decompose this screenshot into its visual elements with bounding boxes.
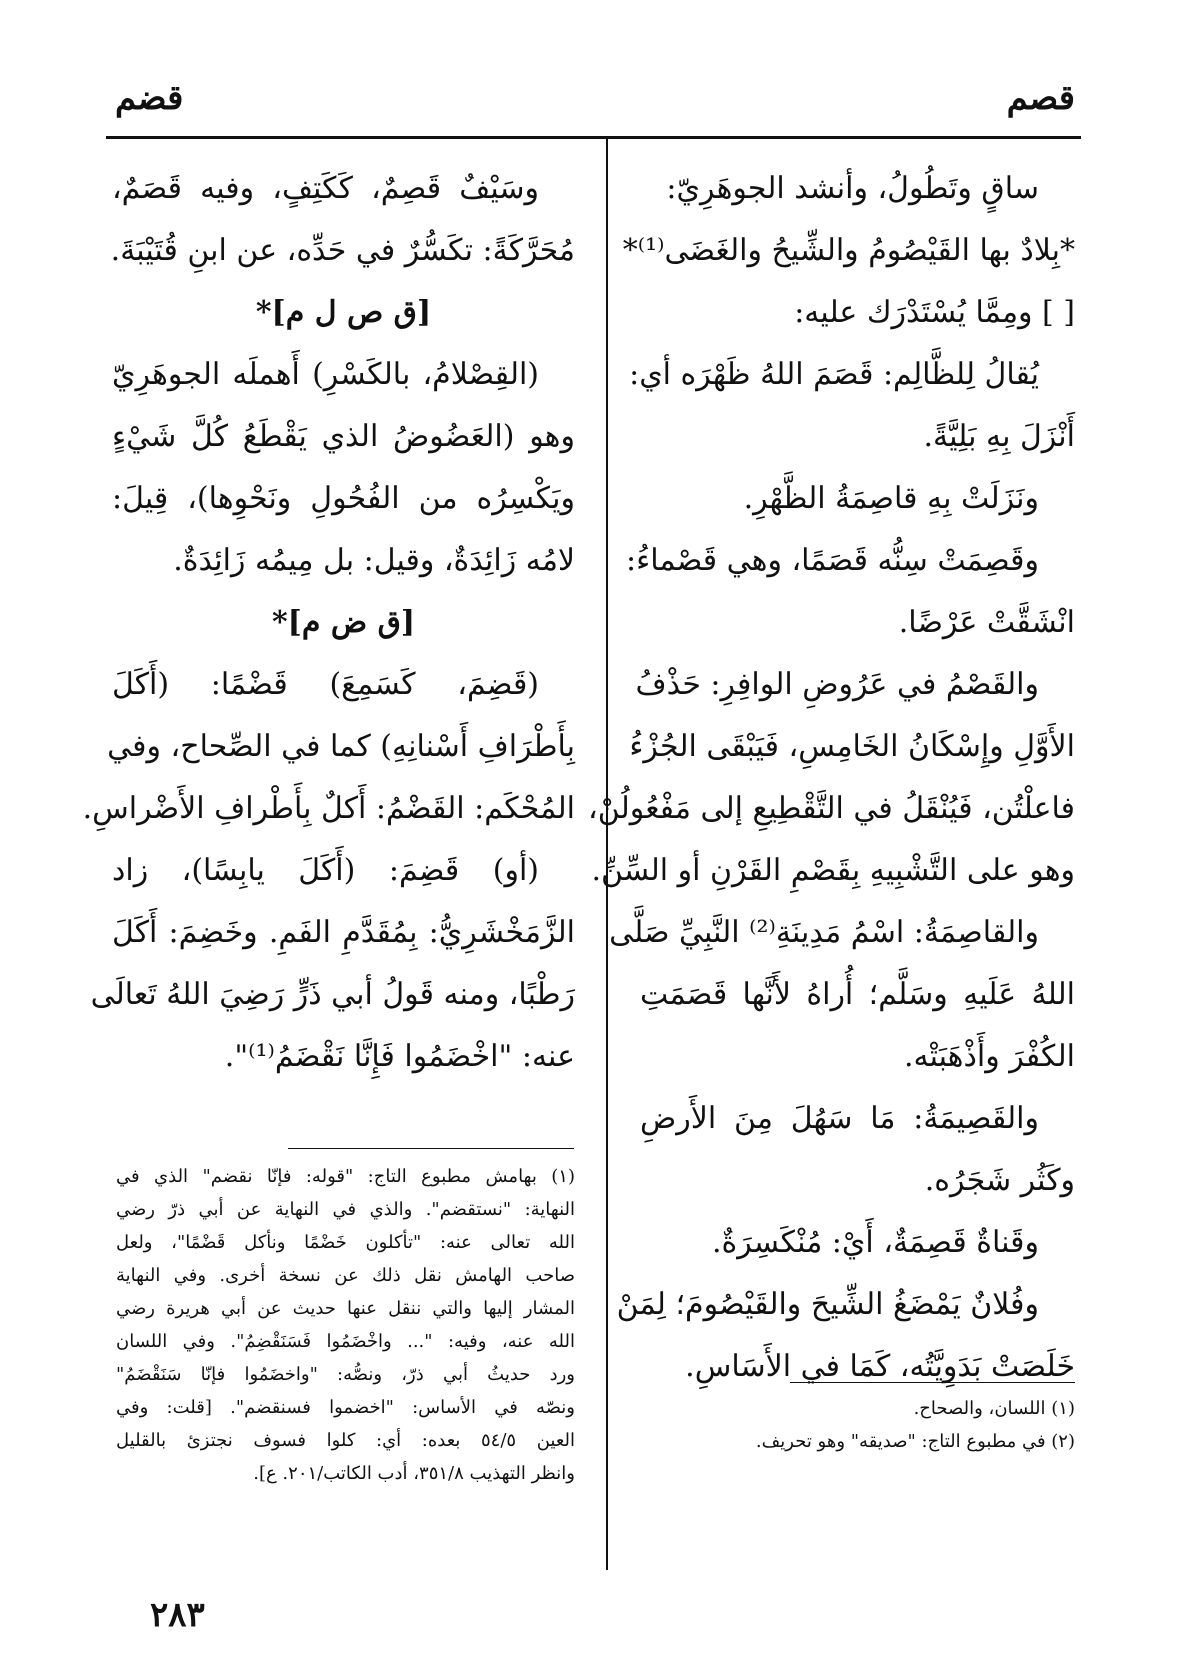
text-line: اللهُ عَلَيهِ وسَلَّم؛ أُراهُ لأَنَّها قَصَمَتِ (640, 977, 1075, 1012)
text-line: وقَناةٌ قَصِمَةٌ، أَيْ: مُنْكَسِرَةٌ. (712, 1225, 1039, 1260)
header-rule (106, 136, 1081, 139)
text-line: ساقٍ وتَطُولُ، وأنشد الجوهَرِيّ: (666, 171, 1039, 206)
text-line: وسَيْفٌ قَصِمٌ، كَكَتِفٍ، وفيه قَصَمٌ، (112, 171, 539, 206)
text-line: [ ] ومِمَّا يُسْتَدْرَك عليه: (794, 295, 1075, 330)
text-line: (قَضِمَ، كَسَمِعَ) قَضْمًا: (أَكَلَ (112, 667, 539, 702)
footnotes-left (116, 1160, 575, 1490)
text-line: المُحْكَم: القَضْمُ: أَكلٌ بِأَطْرافِ الأَضْراسِ. (82, 791, 575, 826)
footnote-line: وانظر التهذيب ٣٥١/٨، أدب الكاتب/٢٠١. ع]. (253, 1463, 575, 1484)
text-line: فاعلْتُن، فَيُنْقَلُ في التَّقْطِيعِ إلى مَفْعُولُنْ، (588, 791, 1075, 826)
footnote-line: (١) اللسان، والصحاح. (913, 1398, 1075, 1419)
page-number: ٢٨٣ (150, 1595, 205, 1635)
text-line: ويَكْسِرُه من الفُحُولِ ونَحْوِها)، قِيلَ: (112, 481, 575, 516)
text-line: وقَصِمَتْ سِنُّه قَصَمًا، وهي قَصْماءُ: (626, 543, 1039, 578)
footnote-rule-right (790, 1382, 1075, 1383)
text-line: والقَصِيمَةُ: مَا سَهُلَ مِنَ الأَرضِ (640, 1101, 1039, 1136)
entry-heading: [ق ض م]* (271, 605, 416, 640)
text-line: مُحَرَّكَةً: تكَسُّرٌ في حَدِّه، عن ابنِ قُتَيْبَةَ. (110, 233, 575, 268)
footnote-line: (٢) في مطبوع التاج: "صديقه" وهو تحريف. (755, 1431, 1075, 1452)
footnotes-right (700, 1392, 1075, 1458)
text-line: (القِصْلامُ، بالكَسْرِ) أَهملَه الجوهَرِيّ (112, 357, 539, 392)
text-line: الزَّمَخْشَرِيُّ: بِمُقَدَّمِ الفَمِ. وخَضِمَ: أَكَلَ (112, 915, 575, 950)
text-line: (أو) قَضِمَ: (أَكَلَ يابِسًا)، زاد (112, 853, 539, 888)
footnote-line: النهاية: "نستقضم". والذي في النهاية عن أبي ذرّ رضي (116, 1199, 575, 1220)
text-line: وفُلانٌ يَمْضَغُ الشِّيحَ والقَيْصُومَ؛ لِمَنْ (616, 1287, 1039, 1322)
footnote-line: الله عنه، وفيه: "... واخْضَمُوا فَسَنَقْضِمُ". وفي اللسان (116, 1331, 575, 1352)
text-line: والقاصِمَةُ: اسْمُ مَدِينَةِ⁽²⁾ النَّبِيِّ صَلَّى (609, 915, 1039, 950)
text-line: ونَزَلَتْ بِهِ قاصِمَةُ الظَّهْرِ. (743, 481, 1039, 516)
text-line: وهو على التَّشْبِيهِ بِقَصْمِ القَرْنِ أو السِّنِّ. (591, 853, 1075, 888)
footnote-rule-left (288, 1148, 574, 1149)
text-line: وهو (العَضُوضُ الذي يَقْطَعُ كُلَّ شَيْءٍ (112, 419, 575, 454)
running-head-right: قصم (1006, 78, 1075, 118)
text-line: رَطْبًا، ومنه قَولُ أبي ذَرٍّ رَضِيَ اللهُ تَعالَى (90, 977, 575, 1012)
text-line: الكُفْرَ وأَذْهَبَتْه. (903, 1039, 1075, 1074)
text-line: لامُه زَائِدَةٌ، وقيل: بل مِيمُه زَائِدَةٌ. (173, 543, 575, 578)
text-line: أَنْزَلَ بِهِ بَلِيَّةً. (923, 419, 1075, 454)
footnote-line: العين ٥٤/٥ بعده: أي: كلوا فسوف نجتزئ بالقليل (116, 1430, 575, 1451)
footnote-line: ونصّه في الأساس: "اخضموا فسنقضم". [قلت: وفي (116, 1397, 575, 1418)
entry-heading: [ق ص ل م]* (255, 295, 432, 330)
text-line: انْشَقَّتْ عَرْضًا. (898, 605, 1075, 640)
text-line: الأَوَّلِ وإِسْكَانُ الخَامِسِ، فَيَبْقَى الجُزْءُ (629, 729, 1075, 764)
verse-line: *بِلادٌ بها القَيْصُومُ والشِّيحُ والغَضَى⁽¹⁾* (622, 233, 1075, 268)
text-line: يُقالُ لِلظَّالِم: قَصَمَ اللهُ ظَهْرَه أي: (629, 357, 1039, 392)
text-line: بِأَطْرَافِ أَسْنانِهِ) كما في الصِّحاح، وفي (107, 729, 575, 764)
footnote-line: المشار إليها والتي ننقل عنها حديث عن أبي هريرة رضي (116, 1298, 575, 1319)
footnote-line: الله تعالى عنه: "تأكلون خَضْمًا ونأكل قَضْمًا"، ولعل (116, 1232, 575, 1253)
left-column (82, 158, 575, 1088)
text-line: عنه: "اخْضَمُوا فَإِنَّا نَقْضَمُ⁽¹⁾". (224, 1039, 575, 1074)
text-line: والقَصْمُ في عَرُوضِ الوافِرِ: حَذْفُ (635, 667, 1039, 702)
text-line: وكَثُر شَجَرُه. (924, 1163, 1075, 1198)
footnote-line: صاحب الهامش نقل ذلك عن نسخة أخرى. وفي النهاية (116, 1265, 575, 1286)
footnote-line: ورد حديثُ أبي ذرّ، ونصُّه: "واخضَمُوا فإنّا سَنَقْضَمُ" (116, 1364, 575, 1385)
footnote-line: (١) بهامش مطبوع التاج: "قوله: فإنّا نقضم" الذي في (116, 1166, 575, 1187)
right-column (588, 158, 1075, 1398)
running-head-left: قضم (115, 78, 184, 118)
text-line: خَلَصَتْ بَدَوِيَّتُه، كَمَا في الأَسَاسِ. (685, 1349, 1075, 1384)
